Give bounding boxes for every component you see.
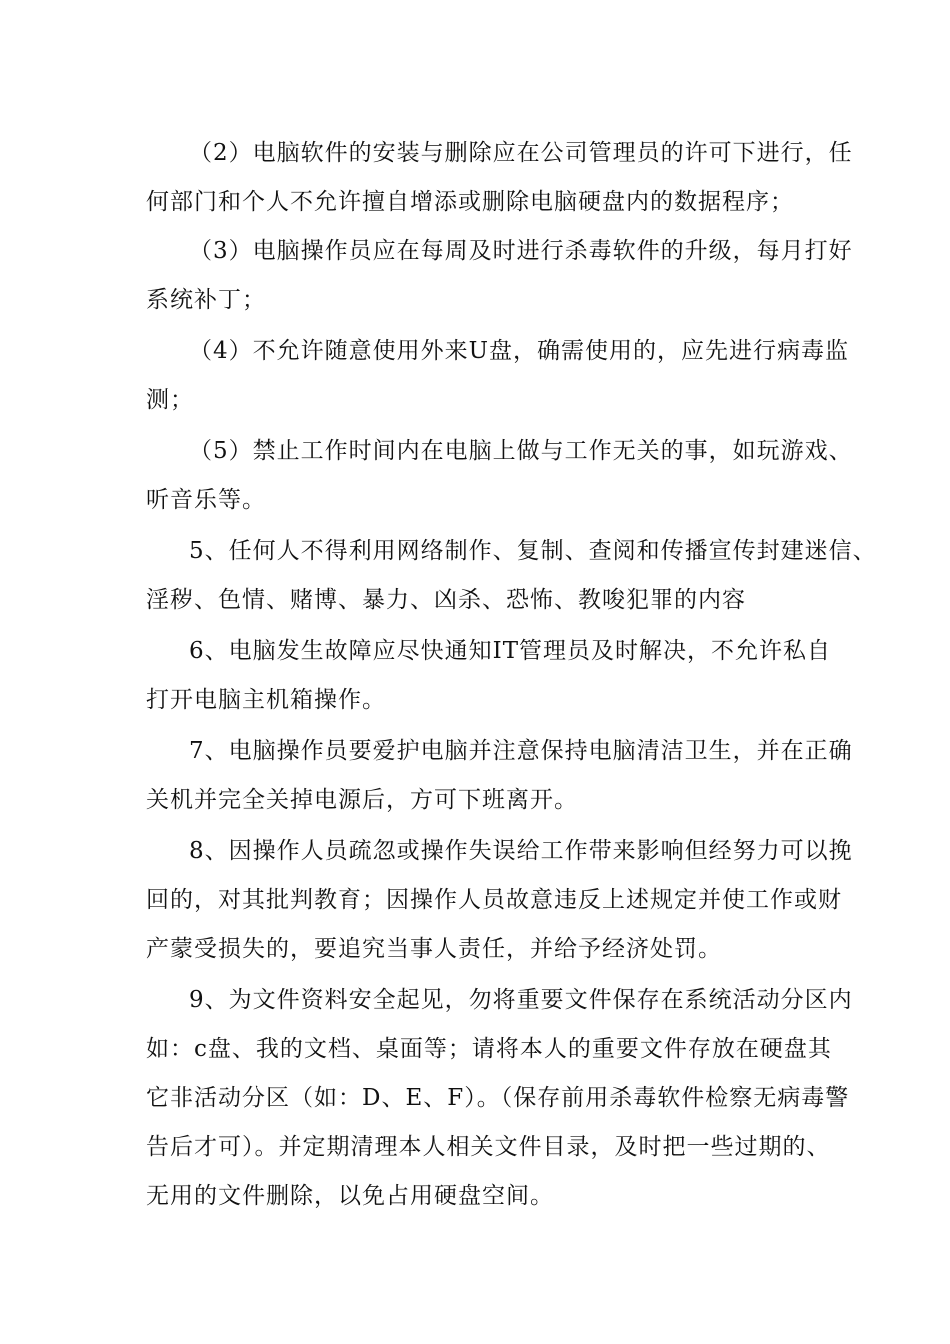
text-line: 打开电脑主机箱操作。: [146, 687, 386, 713]
text-line: 8、因操作人员疏忽或操作失误给工作带来影响但经努力可以挽: [189, 838, 853, 864]
text-line: 它非活动分区（如：D、E、F）。（保存前用杀毒软件检察无病毒警: [146, 1085, 850, 1111]
text-line: （3）电脑操作员应在每周及时进行杀毒软件的升级，每月打好: [189, 238, 853, 264]
text-line: 6、电脑发生故障应尽快通知IT管理员及时解决，不允许私自: [189, 638, 832, 664]
text-line: 系统补丁；: [146, 287, 266, 313]
text-line: 测；: [146, 387, 194, 413]
text-line: （5）禁止工作时间内在电脑上做与工作无关的事，如玩游戏、: [189, 438, 853, 464]
text-line: 产蒙受损失的，要追究当事人责任，并给予经济处罚。: [146, 936, 722, 962]
text-line: 如：c盘、我的文档、桌面等；请将本人的重要文件存放在硬盘其: [146, 1036, 832, 1062]
text-line: 5、任何人不得利用网络制作、复制、查阅和传播宣传封建迷信、: [189, 538, 877, 564]
text-line: 回的，对其批判教育；因操作人员故意违反上述规定并使工作或财: [146, 887, 842, 913]
text-line: （2）电脑软件的安装与删除应在公司管理员的许可下进行，任: [189, 140, 853, 166]
text-line: 关机并完全关掉电源后，方可下班离开。: [146, 787, 578, 813]
text-line: 何部门和个人不允许擅自增添或删除电脑硬盘内的数据程序；: [146, 189, 794, 215]
text-line: 无用的文件删除，以免占用硬盘空间。: [146, 1183, 554, 1209]
text-line: （4）不允许随意使用外来U盘，确需使用的，应先进行病毒监: [189, 338, 850, 364]
text-line: 听音乐等。: [146, 487, 266, 513]
text-line: 9、为文件资料安全起见，勿将重要文件保存在系统活动分区内: [189, 987, 853, 1013]
text-line: 淫秽、色情、赌博、暴力、凶杀、恐怖、教唆犯罪的内容: [146, 587, 746, 613]
text-line: 告后才可）。并定期清理本人相关文件目录，及时把一些过期的、: [146, 1134, 831, 1160]
text-line: 7、电脑操作员要爱护电脑并注意保持电脑清洁卫生，并在正确: [189, 738, 853, 764]
